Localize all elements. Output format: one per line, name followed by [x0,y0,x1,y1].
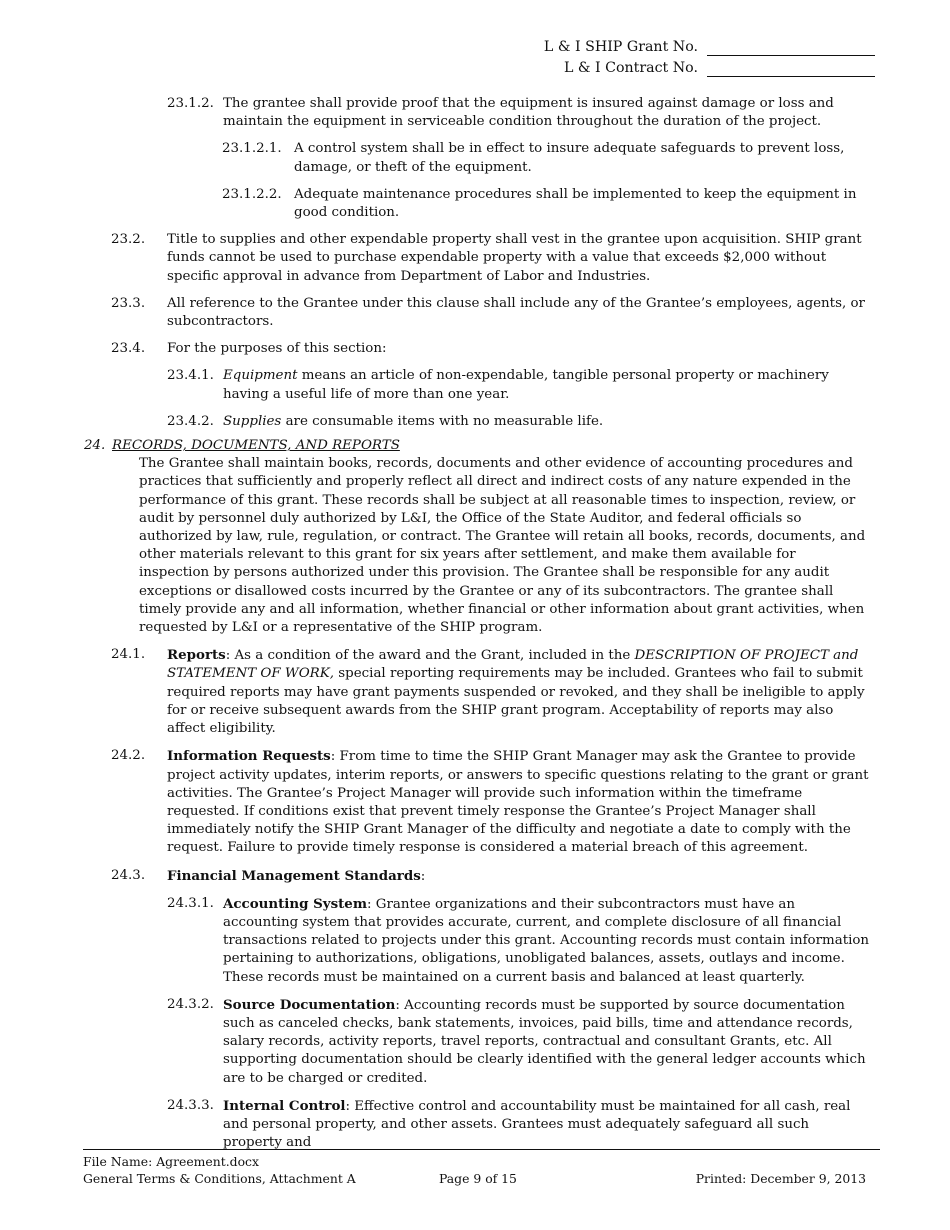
clause-number: 23.2. [111,232,146,248]
clause-text: Adequate maintenance procedures shall be implemented to keep the equipment in good condition. [294,186,857,221]
clause-heading: Information Requests [167,748,331,765]
clause-heading: Financial Management Standards [167,867,421,884]
clause-number: 24.1. [111,647,146,663]
clause-23-1-2-1 [222,140,871,176]
clause-24-1 [111,646,871,738]
grant-number-label: L & I SHIP Grant No. [543,38,698,55]
clause-number: 24.3.1. [167,895,214,911]
clause-text [223,996,871,1088]
clause-heading: Source Documentation [223,996,396,1013]
clause-number: 23.4.2. [167,413,214,429]
clause-number: 23.1.2.1. [222,141,282,157]
clause-text [167,867,871,886]
definition-text: are consumable items with no measurable life. [281,413,604,429]
clause-heading: Reports [167,647,226,664]
clause-number: 24.3. [111,867,146,883]
clause-text-part: special reporting requirements may be included. Grantees who fail to submit required reports may have grant payments suspended or revoked, and they shall be ineligible to apply for or receive subsequent awards from the SHIP grant program. Acceptability of reports may also affect eligibility. [167,666,865,737]
clause-number: 24.2. [111,748,146,764]
clause-number: 23.1.2. [167,96,214,111]
contract-number-label: L & I Contract No. [563,59,698,76]
clause-text: All reference to the Grantee under this clause shall include any of the Grantee’s employees, agents, or subcontractors. [167,295,865,330]
clause-text-part: : As a condition of the award and the Grant, included in the [225,648,635,664]
clause-number: 23.4.1. [167,368,214,384]
clause-number: 23.4. [111,341,146,357]
clause-24-3-1 [167,895,871,987]
clause-text [167,646,871,738]
clause-23-2 [111,231,871,286]
clause-24-3-2 [167,996,871,1088]
footer-attachment: General Terms & Conditions, Attachment A [83,1170,356,1186]
clause-number: 23.1.2.2. [222,186,282,202]
clause-text-part: : Grantee organizations and their subcontractors must have an accounting system that provides accurate, current, and complete disclosure of all financial transactions related to projects under this grant. Accounting records must contain information pertaining to authorizations, obligations, unobligated balances, assets, outlays and income. These records must be maintained on a current basis and balanced at least quarterly. [223,896,870,985]
clause-text-part: : Accounting records must be supported by source documentation such as canceled checks, bank statements, invoices, paid bills, time and attendance records, salary records, activity reports, travel reports, contractual and consultant Grants, etc. All supporting documentation should be clearly identified with the general ledger accounts which are to be charged or credited. [223,997,866,1086]
cross-reference: DESCRIPTION OF PROJECT and STATEMENT OF WORK, [167,648,859,682]
document-header [544,35,875,77]
contract-number-field [707,61,875,77]
clause-heading: Accounting System [223,895,367,912]
clause-text-part: : From time to time the SHIP Grant Manager may ask the Grantee to provide project activity updates, interim reports, or answers to specific questions relating to the grant or grant activities. The Grantee’s Project Manager will provide such information within the timeframe requested. If conditions exist that prevent timely response the Grantee’s Project Manager shall immediately notify the SHIP Grant Manager of the difficulty and negotiate a date to comply with the request. Failure to provide timely response is considered a material breach of this agreement. [167,749,869,856]
clause-text: For the purposes of this section: [167,341,387,357]
section-number: 24. [84,438,106,454]
clause-text: A control system shall be in effect to insure adequate safeguards to prevent loss, damage, or theft of the equipment. [294,141,845,175]
clause-number: 24.3.2. [167,996,214,1012]
document-body [0,95,950,1161]
document-footer [83,1149,880,1187]
clause-text [223,367,871,403]
section-24-body: The Grantee shall maintain books, records, documents and other evidence of accounting procedures and practices that sufficiently and properly reflect all direct and indirect costs of any nature expended in the performance of this grant. These records shall be subject at all reasonable times to inspection, review, or audit by personnel duly authorized by L&I, the Office of the State Auditor, and federal officials so authorized by law, rule, regulation, or contract. The Grantee will retain all books, records, documents, and other materials relevant to this grant for six years after settlement, and make them available for inspection by persons authorized under this provision. The Grantee shall be responsible for any audit exceptions or disallowed costs incurred by the Grantee or any of its subcontractors. The grantee shall timely provide any and all information, whether financial or other information about grant activities, when requested by L&I or a representative of the SHIP program. [139,456,866,636]
clause-text [223,413,871,431]
clause-text: The grantee shall provide proof that the equipment is insured against damage or loss and maintain the equipment in serviceable condition throughout the duration of the project. [223,96,834,130]
section-24-heading [84,437,950,455]
footer-printed-date: Printed: December 9, 2013 [695,1170,866,1186]
defined-term: Supplies [223,413,282,429]
footer-page-number: Page 9 of 15 [439,1170,517,1186]
footer-file-name: File Name: Agreement.docx [83,1154,259,1169]
clause-text [167,747,871,857]
clause-number: 23.3. [111,295,146,311]
clause-number: 24.3.3. [167,1097,214,1113]
footer-row [83,1171,880,1188]
clause-24-2 [111,747,871,857]
clause-text [223,895,871,987]
clause-23-4-2 [167,413,871,431]
clause-text: Title to supplies and other expendable property shall vest in the grantee upon acquisition. SHIP grant funds cannot be used to purchase expendable property with a value that exceeds $2,000 without specific approval in advance from Department of Labor and Industries. [167,232,862,284]
clause-text [223,1097,871,1153]
clause-23-1-2-2 [222,186,871,222]
definition-text: means an article of non-expendable, tangible personal property or machinery having a useful life of more than one year. [223,368,829,402]
clause-23-4 [111,340,871,358]
clause-text-part: : Effective control and accountability must be maintained for all cash, real and personal property, and other assets. Grantees must adequately safeguard all such property and [223,1098,851,1151]
defined-term: Equipment [223,368,298,384]
clause-23-4-1 [167,367,871,403]
contract-number-row [544,56,875,77]
clause-heading: Internal Control [223,1097,346,1114]
clause-text-part: : [420,868,426,884]
grant-number-row [544,35,875,56]
clause-24-3-3 [167,1097,871,1153]
clause-23-3 [111,295,871,331]
section-title: RECORDS, DOCUMENTS, AND REPORTS [112,438,400,454]
grant-number-field [707,40,875,56]
clause-24-3 [111,867,871,886]
clause-23-1-2 [167,95,871,131]
